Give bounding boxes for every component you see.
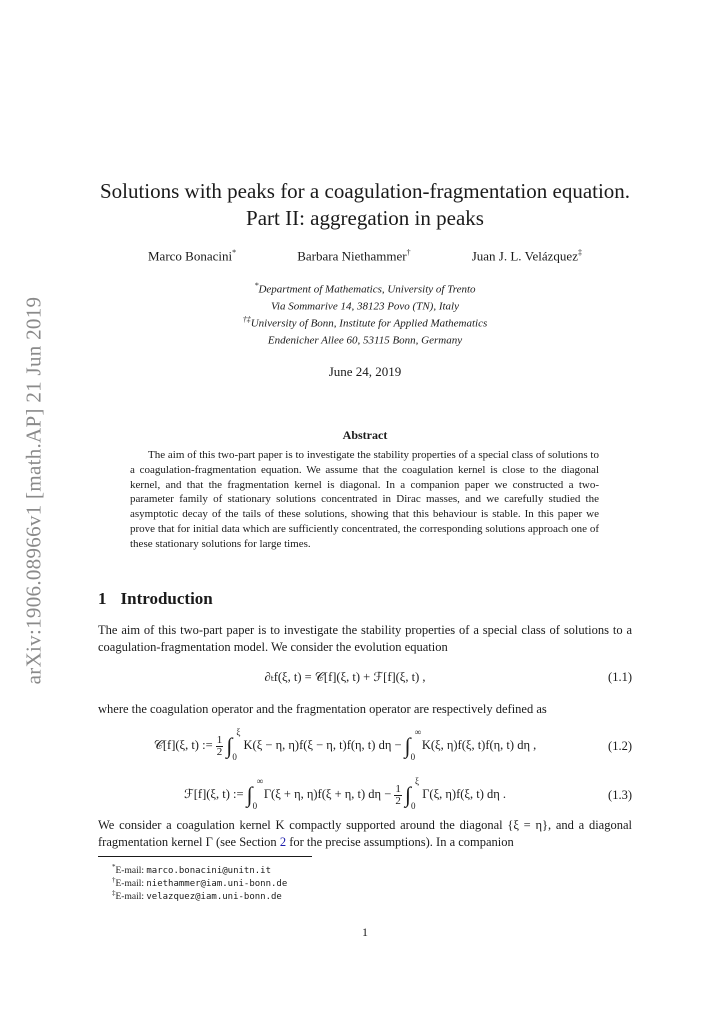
- equation-1-2: [98, 729, 632, 763]
- integral-sign: ∫ ∞ 0: [404, 727, 422, 762]
- page-number: 1: [362, 925, 368, 939]
- affiliation: *Department of Mathematics, University of Trento: [254, 281, 476, 296]
- paragraph: We consider a coagulation kernel K compactly supported around the diagonal {ξ = η}, and a diagonal fragmentation kernel Γ (see Section 2 for the precise assumptions). In a companion: [98, 818, 632, 849]
- paragraph: The aim of this two-part paper is to investigate the stability properties of a special class of solutions to a coagulation-fragmentation model. We consider the evolution equation: [98, 623, 632, 654]
- footnote-divider: [98, 856, 312, 857]
- fraction: $\frac{1}{2}$: [216, 733, 223, 758]
- affiliation: †‡University of Bonn, Institute for Applied Mathematics: [242, 315, 488, 330]
- section-title: Introduction: [120, 589, 213, 608]
- integral-sign: ∫ ξ 0: [405, 776, 420, 811]
- affiliation: Endenicher Allee 60, 53115 Bonn, Germany: [267, 334, 463, 347]
- author: Barbara Niethammer†: [297, 248, 411, 264]
- footnote: ‡E-mail: velazquez@iam.uni-bonn.de: [112, 889, 282, 903]
- author-list: [98, 248, 632, 264]
- section-reference-link[interactable]: 2: [279, 834, 287, 849]
- email-address: marco.bonacini@unitn.it: [146, 866, 271, 877]
- abstract-body: The aim of this two-part paper is to investigate the stability properties of a special class of solutions to a coagulation-fragmentation equation. We assume that the coagulation kernel is close to the diagonal kernel, and that the fragmentation kernel is diagonal. In a companion paper we constructed a two-parameter family of stationary solutions concentrated in Dirac masses, and we carefully studied the asymptotic decay of the tails of these solutions, showing that this behaviour is stable. In this paper we prove that for initial data which are sufficiently concentrated, the corresponding solutions approach one of these stationary solutions for large times.: [130, 449, 599, 550]
- paper-title-line-2: Part II: aggregation in peaks: [246, 206, 484, 230]
- arxiv-stamp-text: arXiv:1906.08966v1 [math.AP] 21 Jun 2019: [21, 296, 46, 684]
- footnote: †E-mail: niethammer@iam.uni-bonn.de: [112, 876, 288, 890]
- email-address: velazquez@iam.uni-bonn.de: [146, 892, 282, 903]
- paper-title-line-1: Solutions with peaks for a coagulation-fragmentation equation.: [99, 179, 631, 203]
- equation-body: ℱ[f](ξ, t) := ∫ ∞ 0 Γ(ξ + η, η)f(ξ + η, t) dη − $\frac{1}{2}$ ∫ ξ 0 Γ(ξ, η)f(ξ, t) dη .: [183, 776, 507, 811]
- section-heading: [98, 589, 213, 609]
- equation-number: (1.3): [608, 787, 632, 802]
- integral-sign: ∫ ∞ 0: [246, 776, 264, 811]
- fraction: $\frac{1}{2}$: [395, 782, 401, 807]
- equation-1-1: [98, 660, 632, 694]
- email-address: niethammer@iam.uni-bonn.de: [146, 879, 288, 890]
- equation-body: ∂ₜf(ξ, t) = 𝒞[f](ξ, t) + ℱ[f](ξ, t) ,: [264, 670, 426, 684]
- integral-sign: ∫ ξ 0: [226, 727, 241, 762]
- abstract-heading: Abstract: [342, 428, 388, 442]
- equation-body: 𝒞[f](ξ, t) := $\frac{1}{2}$ ∫ ξ 0 K(ξ − η, η)f(ξ − η, t)f(η, t) dη − ∫ ∞ 0 K(ξ, η)f(ξ, t)f(η, t) dη ,: [153, 727, 537, 762]
- author: Marco Bonacini*: [148, 248, 237, 264]
- equation-number: (1.2): [608, 738, 632, 753]
- paper-date: June 24, 2019: [328, 364, 402, 379]
- author: Juan J. L. Velázquez‡: [471, 248, 582, 264]
- equation-number: (1.1): [608, 669, 632, 684]
- paragraph: where the coagulation operator and the fragmentation operator are respectively defined as: [98, 702, 547, 716]
- affiliation: Via Sommarive 14, 38123 Povo (TN), Italy: [271, 300, 459, 313]
- section-number: 1: [98, 589, 107, 608]
- equation-1-3: [98, 778, 632, 812]
- footnote: *E-mail: marco.bonacini@unitn.it: [112, 863, 271, 877]
- arxiv-stamp: [14, 280, 54, 700]
